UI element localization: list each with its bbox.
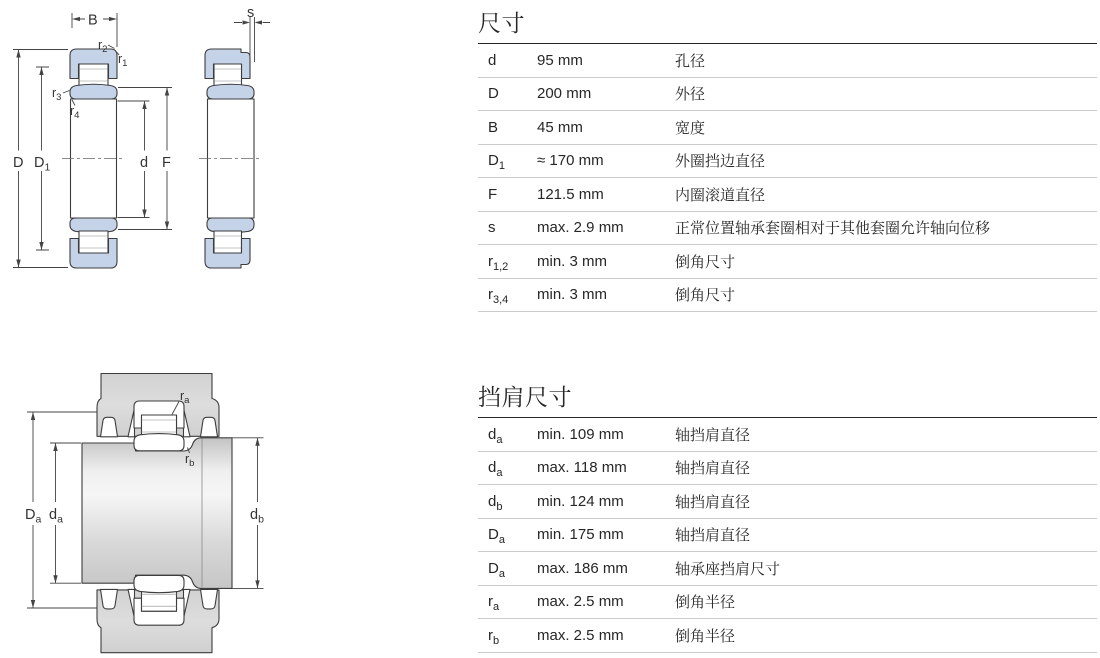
- row-value: min. 3 mm: [537, 252, 608, 270]
- spec-tables-panel: [478, 0, 1097, 653]
- label-Da: $D_a$: [25, 507, 42, 526]
- row-value: max. 2.5 mm: [537, 626, 624, 644]
- row-value: min. 109 mm: [537, 425, 624, 443]
- table-row: [478, 519, 1097, 553]
- table-row: [478, 145, 1097, 179]
- row-description: 轴承座挡肩尺寸: [675, 560, 781, 578]
- row-description: 轴挡肩直径: [675, 493, 751, 511]
- table-row: [478, 44, 1097, 78]
- table-row: [478, 619, 1097, 653]
- housing-fillet-groove: [101, 589, 118, 609]
- label-rb: $r_b$: [185, 452, 195, 469]
- label-da: $d_a$: [49, 507, 63, 526]
- row-description: 正常位置轴承套圈相对于其他套圈允许轴向位移: [675, 220, 991, 238]
- section-header: [478, 0, 1097, 44]
- inner-flange-top: [207, 84, 254, 99]
- row-description: 倒角尺寸: [675, 253, 736, 271]
- row-value: 121.5 mm: [537, 185, 604, 203]
- bearing-section-bottom: [134, 575, 184, 625]
- row-value: ≈ 170 mm: [537, 152, 604, 170]
- row-symbol: $D_a$: [488, 559, 505, 580]
- table-row: [478, 111, 1097, 145]
- row-symbol: d: [488, 51, 497, 69]
- row-value: max. 186 mm: [537, 559, 628, 577]
- label-s: s: [247, 5, 255, 21]
- label-B: B: [88, 12, 98, 29]
- section-title: 挡肩尺寸: [478, 384, 572, 410]
- table-row: [478, 78, 1097, 112]
- shaft: [82, 438, 232, 589]
- label-D: D: [13, 155, 24, 171]
- row-symbol: $r_b$: [488, 626, 500, 647]
- table-row: [478, 586, 1097, 620]
- table-row: [478, 212, 1097, 246]
- row-value: 200 mm: [537, 85, 592, 103]
- row-value: 45 mm: [537, 118, 583, 136]
- row-symbol: $r_{1,2}$: [488, 252, 509, 273]
- row-description: 外径: [675, 86, 706, 104]
- row-symbol: F: [488, 185, 498, 203]
- table-row: [478, 178, 1097, 212]
- table-row: [478, 552, 1097, 586]
- bearing-cross-section-diagram: [0, 0, 290, 312]
- label-db: $d_b$: [250, 507, 264, 526]
- label-ra: $r_a$: [180, 389, 190, 406]
- bearing-mounting-diagram: [0, 368, 290, 658]
- label-r3: $r_3$: [52, 86, 62, 103]
- row-description: 宽度: [675, 119, 706, 137]
- row-description: 轴挡肩直径: [675, 426, 751, 444]
- row-symbol: $D_a$: [488, 526, 505, 547]
- row-symbol: $r_{3,4}$: [488, 286, 509, 307]
- table-row: [478, 279, 1097, 313]
- roller-top: [214, 64, 242, 86]
- row-description: 倒角半径: [675, 627, 736, 645]
- label-d: d: [140, 155, 149, 171]
- row-symbol: s: [488, 219, 496, 237]
- roller-bottom: [214, 231, 242, 253]
- row-description: 轴挡肩直径: [675, 527, 751, 545]
- dimensions-section: [478, 0, 1097, 312]
- row-value: min. 124 mm: [537, 492, 624, 510]
- bearing-section-top: [134, 401, 184, 451]
- label-D1: $D_1$: [34, 155, 51, 174]
- table-row: [478, 245, 1097, 279]
- row-symbol: $D_1$: [488, 152, 505, 173]
- label-r4: $r_4$: [70, 104, 80, 121]
- row-symbol: $d_a$: [488, 459, 503, 480]
- row-value: 95 mm: [537, 51, 583, 69]
- section-title: 尺寸: [478, 10, 525, 36]
- dimensions-table: [478, 44, 1097, 312]
- roller-top: [79, 64, 108, 86]
- section-header: [478, 378, 1097, 418]
- row-description: 轴挡肩直径: [675, 460, 751, 478]
- label-r2: $r_2$: [98, 38, 108, 55]
- abutment-dimensions-section: [478, 378, 1097, 653]
- table-row: [478, 485, 1097, 519]
- housing-fillet-groove: [201, 417, 218, 437]
- row-value: min. 175 mm: [537, 526, 624, 544]
- table-row: [478, 452, 1097, 486]
- row-description: 倒角尺寸: [675, 287, 736, 305]
- row-symbol: $d_b$: [488, 492, 503, 513]
- row-value: max. 2.9 mm: [537, 219, 624, 237]
- label-r1: $r_1$: [118, 52, 128, 69]
- roller-bottom: [79, 231, 108, 253]
- row-value: min. 3 mm: [537, 286, 608, 304]
- row-symbol: B: [488, 118, 499, 136]
- row-symbol: D: [488, 85, 499, 103]
- row-description: 内圈滚道直径: [675, 186, 766, 204]
- housing-fillet-groove: [101, 417, 118, 437]
- table-row: [478, 418, 1097, 452]
- housing-fillet-groove: [201, 589, 218, 609]
- label-F: F: [162, 155, 171, 171]
- row-symbol: $r_a$: [488, 593, 500, 614]
- row-description: 外圈挡边直径: [675, 153, 766, 171]
- row-value: max. 118 mm: [537, 459, 627, 477]
- abutment-table: [478, 418, 1097, 653]
- row-value: max. 2.5 mm: [537, 593, 624, 611]
- row-description: 倒角半径: [675, 594, 736, 612]
- inner-flange-top: [70, 84, 117, 99]
- row-description: 孔径: [675, 52, 706, 70]
- row-symbol: $d_a$: [488, 425, 503, 446]
